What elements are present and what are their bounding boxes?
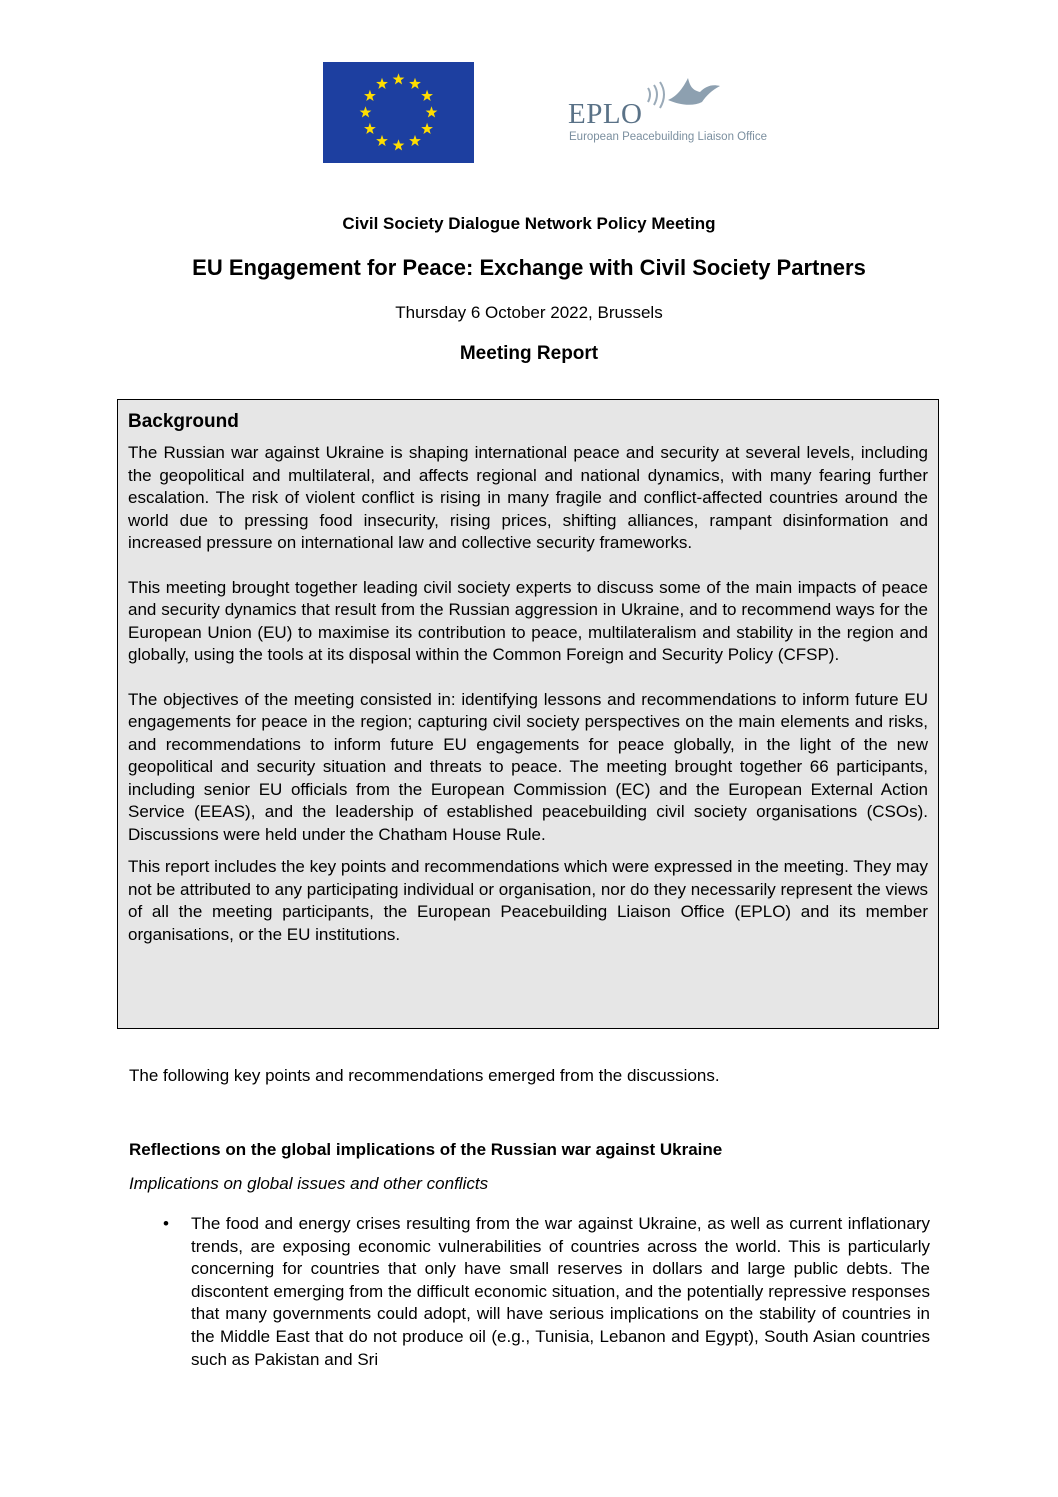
bullet-text: The food and energy crises resulting from the war against Ukraine, as well as current inflationary trends, are exposing economic vulnerabilities of countries across the world. This is particularly concerning for countries that only have small reserves in dollars and large public debts. The discontent emerging from the difficult economic situation, and the potentially repressive responses that many governments could adopt, will have serious implications on the stability of countries in the Middle East that do not produce oil (e.g., Tunisia, Lebanon and Egypt), South Asian countries such as Pakistan and Sri [191,1214,930,1369]
eplo-bird-icon [642,76,722,116]
bullet-list [129,1213,930,1371]
eu-star-icon [409,78,421,89]
eu-star-icon [393,139,405,150]
background-box [117,399,939,1029]
dateline: Thursday 6 October 2022, Brussels [395,303,663,322]
eu-star-icon [376,135,388,146]
logo-bar [0,62,1058,164]
background-paragraph: This report includes the key points and recommendations which were expressed in the meeting. They may not be attributed to any participating individual or organisation, nor do they necessarily represent the views of all the meeting participants, the European Peacebuilding Liaison Office (EPLO) and its member organisations, or the EU institutions. [128,857,928,944]
list-item [129,1213,930,1371]
section-heading: Reflections on the global implications of the Russian war against Ukraine [129,1140,723,1159]
sub-heading: Implications on global issues and other conflicts [129,1174,489,1193]
eu-star-icon [376,78,388,89]
background-paragraph: The Russian war against Ukraine is shaping international peace and security at several levels, including the geopolitical and multilateral, and affects regional and national dynamics, with many fearing further escalation. The risk of violent conflict is rising in many fragile and conflict-affected countries around the world due to pressing food insecurity, rising prices, shifting alliances, rampant disinformation and increased pressure on international law and collective security frameworks. [128,443,928,552]
eu-star-icon [421,123,433,134]
eu-star-icon [364,123,376,134]
eu-flag-icon [323,62,474,163]
eu-star-icon [364,90,376,101]
background-paragraph: The objectives of the meeting consisted in: identifying lessons and recommendations to inform future EU engagements for peace in the region; capturing civil society perspectives on the main elements and risks, and recommendations to inform future EU engagements for peace globally, in the light of the new geopolitical and security situation and threats to peace. The meeting brought together 66 participants, including senior EU officials from the European Commission (EC) and the European External Action Service (EEAS), and the leadership of established peacebuilding civil society organisations (CSOs). Discussions were held under the Chatham House Rule. [128,689,928,844]
meeting-series: Civil Society Dialogue Network Policy Meeting [342,214,716,233]
eu-star-icon [393,73,405,84]
eplo-wordmark: EPLO [568,98,643,130]
eplo-logo [566,76,786,156]
eu-star-icon [409,135,421,146]
background-heading: Background [128,411,239,432]
report-label: Meeting Report [459,343,599,364]
background-paragraph: This meeting brought together leading civil society experts to discuss some of the main impacts of peace and security dynamics that result from the Russian aggression in Ukraine, and to recommend ways for the European Union (EU) to maximise its contribution to peace, multilateralism and stability in the region and globally, using the tools at its disposal within the Common Foreign and Security Policy (CFSP). [128,577,928,664]
bullet-icon: • [163,1214,169,1233]
eu-star-icon [360,106,372,117]
page-title: EU Engagement for Peace: Exchange with Civil Society Partners [192,255,866,280]
eplo-tagline: European Peacebuilding Liaison Office [569,131,767,143]
eu-star-icon [421,90,433,101]
intro-text: The following key points and recommendations emerged from the discussions. [129,1066,720,1085]
eu-star-icon [426,106,438,117]
